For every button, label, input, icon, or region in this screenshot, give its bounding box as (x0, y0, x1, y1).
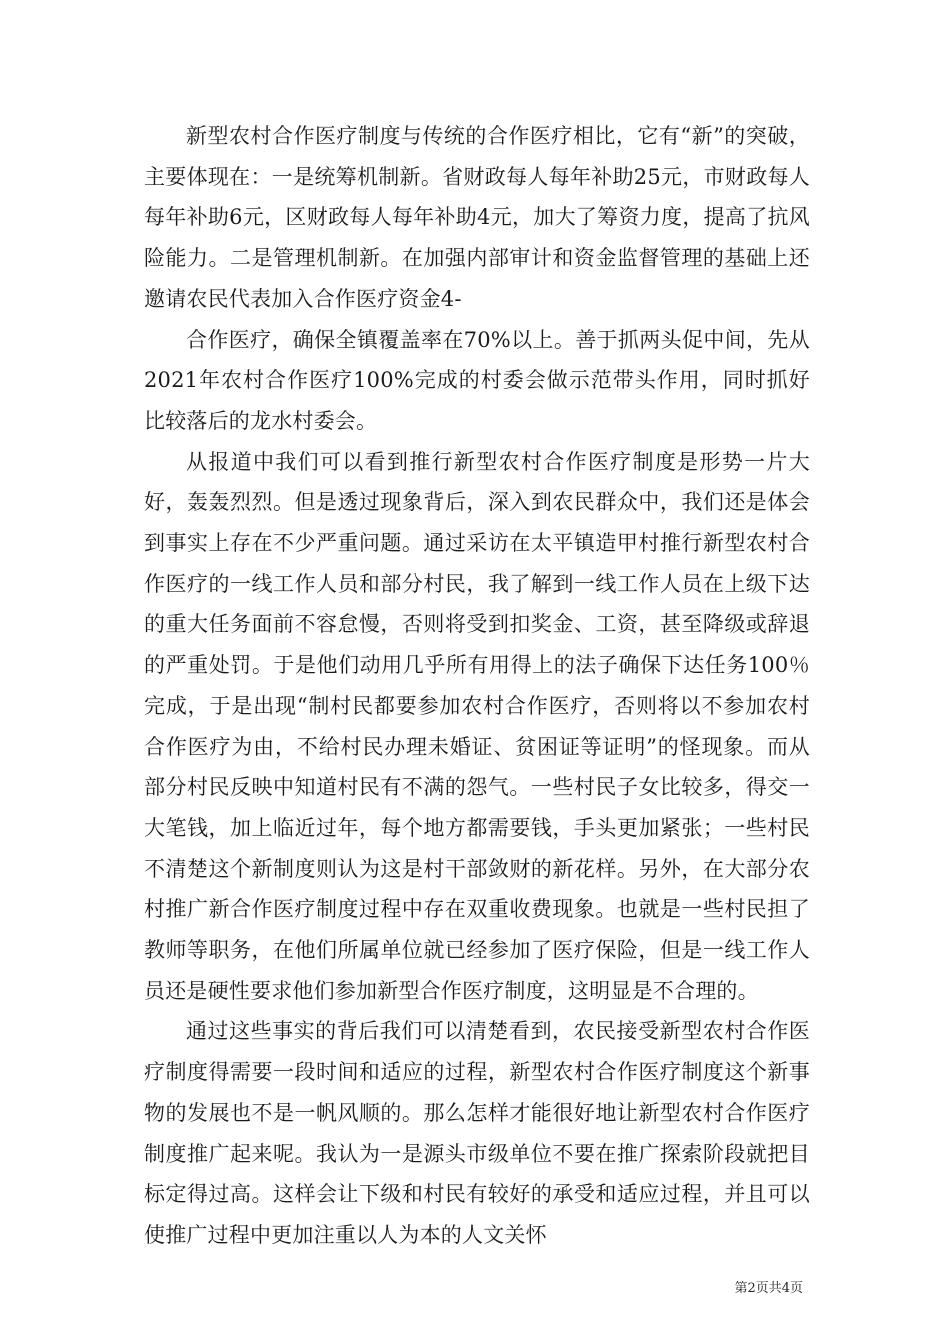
paragraph-2: 合作医疗，确保全镇覆盖率在70%以上。善于抓两头促中间，先从2021年农村合作医疗100%完成的村委会做示范带头作用，同时抓好比较落后的龙水村委会。 (144, 327, 810, 433)
paragraph-3: 从报道中我们可以看到推行新型农村合作医疗制度是形势一片大好，轰轰烈烈。但是透过现象背后，深入到农民群众中，我们还是体会到事实上存在不少严重问题。通过采访在太平镇造甲村推行新型农村合作医疗的一线工作人员和部分村民，我了解到一线工作人员在上级下达的重大任务面前不容怠慢，否则将受到扣奖金、工资，甚至降级或辞退的严重处罚。于是他们动用几乎所有用得上的法子确保下达任务100％完成，于是出现“制村民都要参加农村合作医疗，否则将以不参加农村合作医疗为由，不给村民办理未婚证、贫困证等证明”的怪现象。而从部分村民反映中知道村民有不满的怨气。一些村民子女比较多，得交一大笔钱，加上临近过年，每个地方都需要钱，手头更加紧张；一些村民不清楚这个新制度则认为这是村干部敛财的新花样。另外，在大部分农村推广新合作医疗制度过程中存在双重收费现象。也就是一些村民担了教师等职务，在他们所属单位就已经参加了医疗保险，但是一线工作人员还是硬性要求他们参加新型合作医疗制度，这明显是不合理的。 (144, 449, 810, 1003)
document-body (144, 116, 810, 1256)
paragraph-4: 通过这些事实的背后我们可以清楚看到，农民接受新型农村合作医疗制度得需要一段时间和适应的过程，新型农村合作医疗制度这个新事物的发展也不是一帆风顺的。那么怎样才能很好地让新型农村合作医疗制度推广起来呢。我认为一是源头市级单位不要在推广探索阶段就把目标定得过高。这样会让下级和村民有较好的承受和适应过程，并且可以使推广过程中更加注重以人为本的人文关怀 (144, 1019, 810, 1247)
paragraph-1: 新型农村合作医疗制度与传统的合作医疗相比，它有“新”的突破，主要体现在：一是统筹机制新。省财政每人每年补助25元，市财政每人每年补助6元，区财政每人每年补助4元，加大了筹资力度，提高了抗风险能力。二是管理机制新。在加强内部审计和资金监督管理的基础上还邀请农民代表加入合作医疗资金4- (144, 124, 810, 311)
page-number-footer: 第2页共4页 (734, 1281, 803, 1296)
